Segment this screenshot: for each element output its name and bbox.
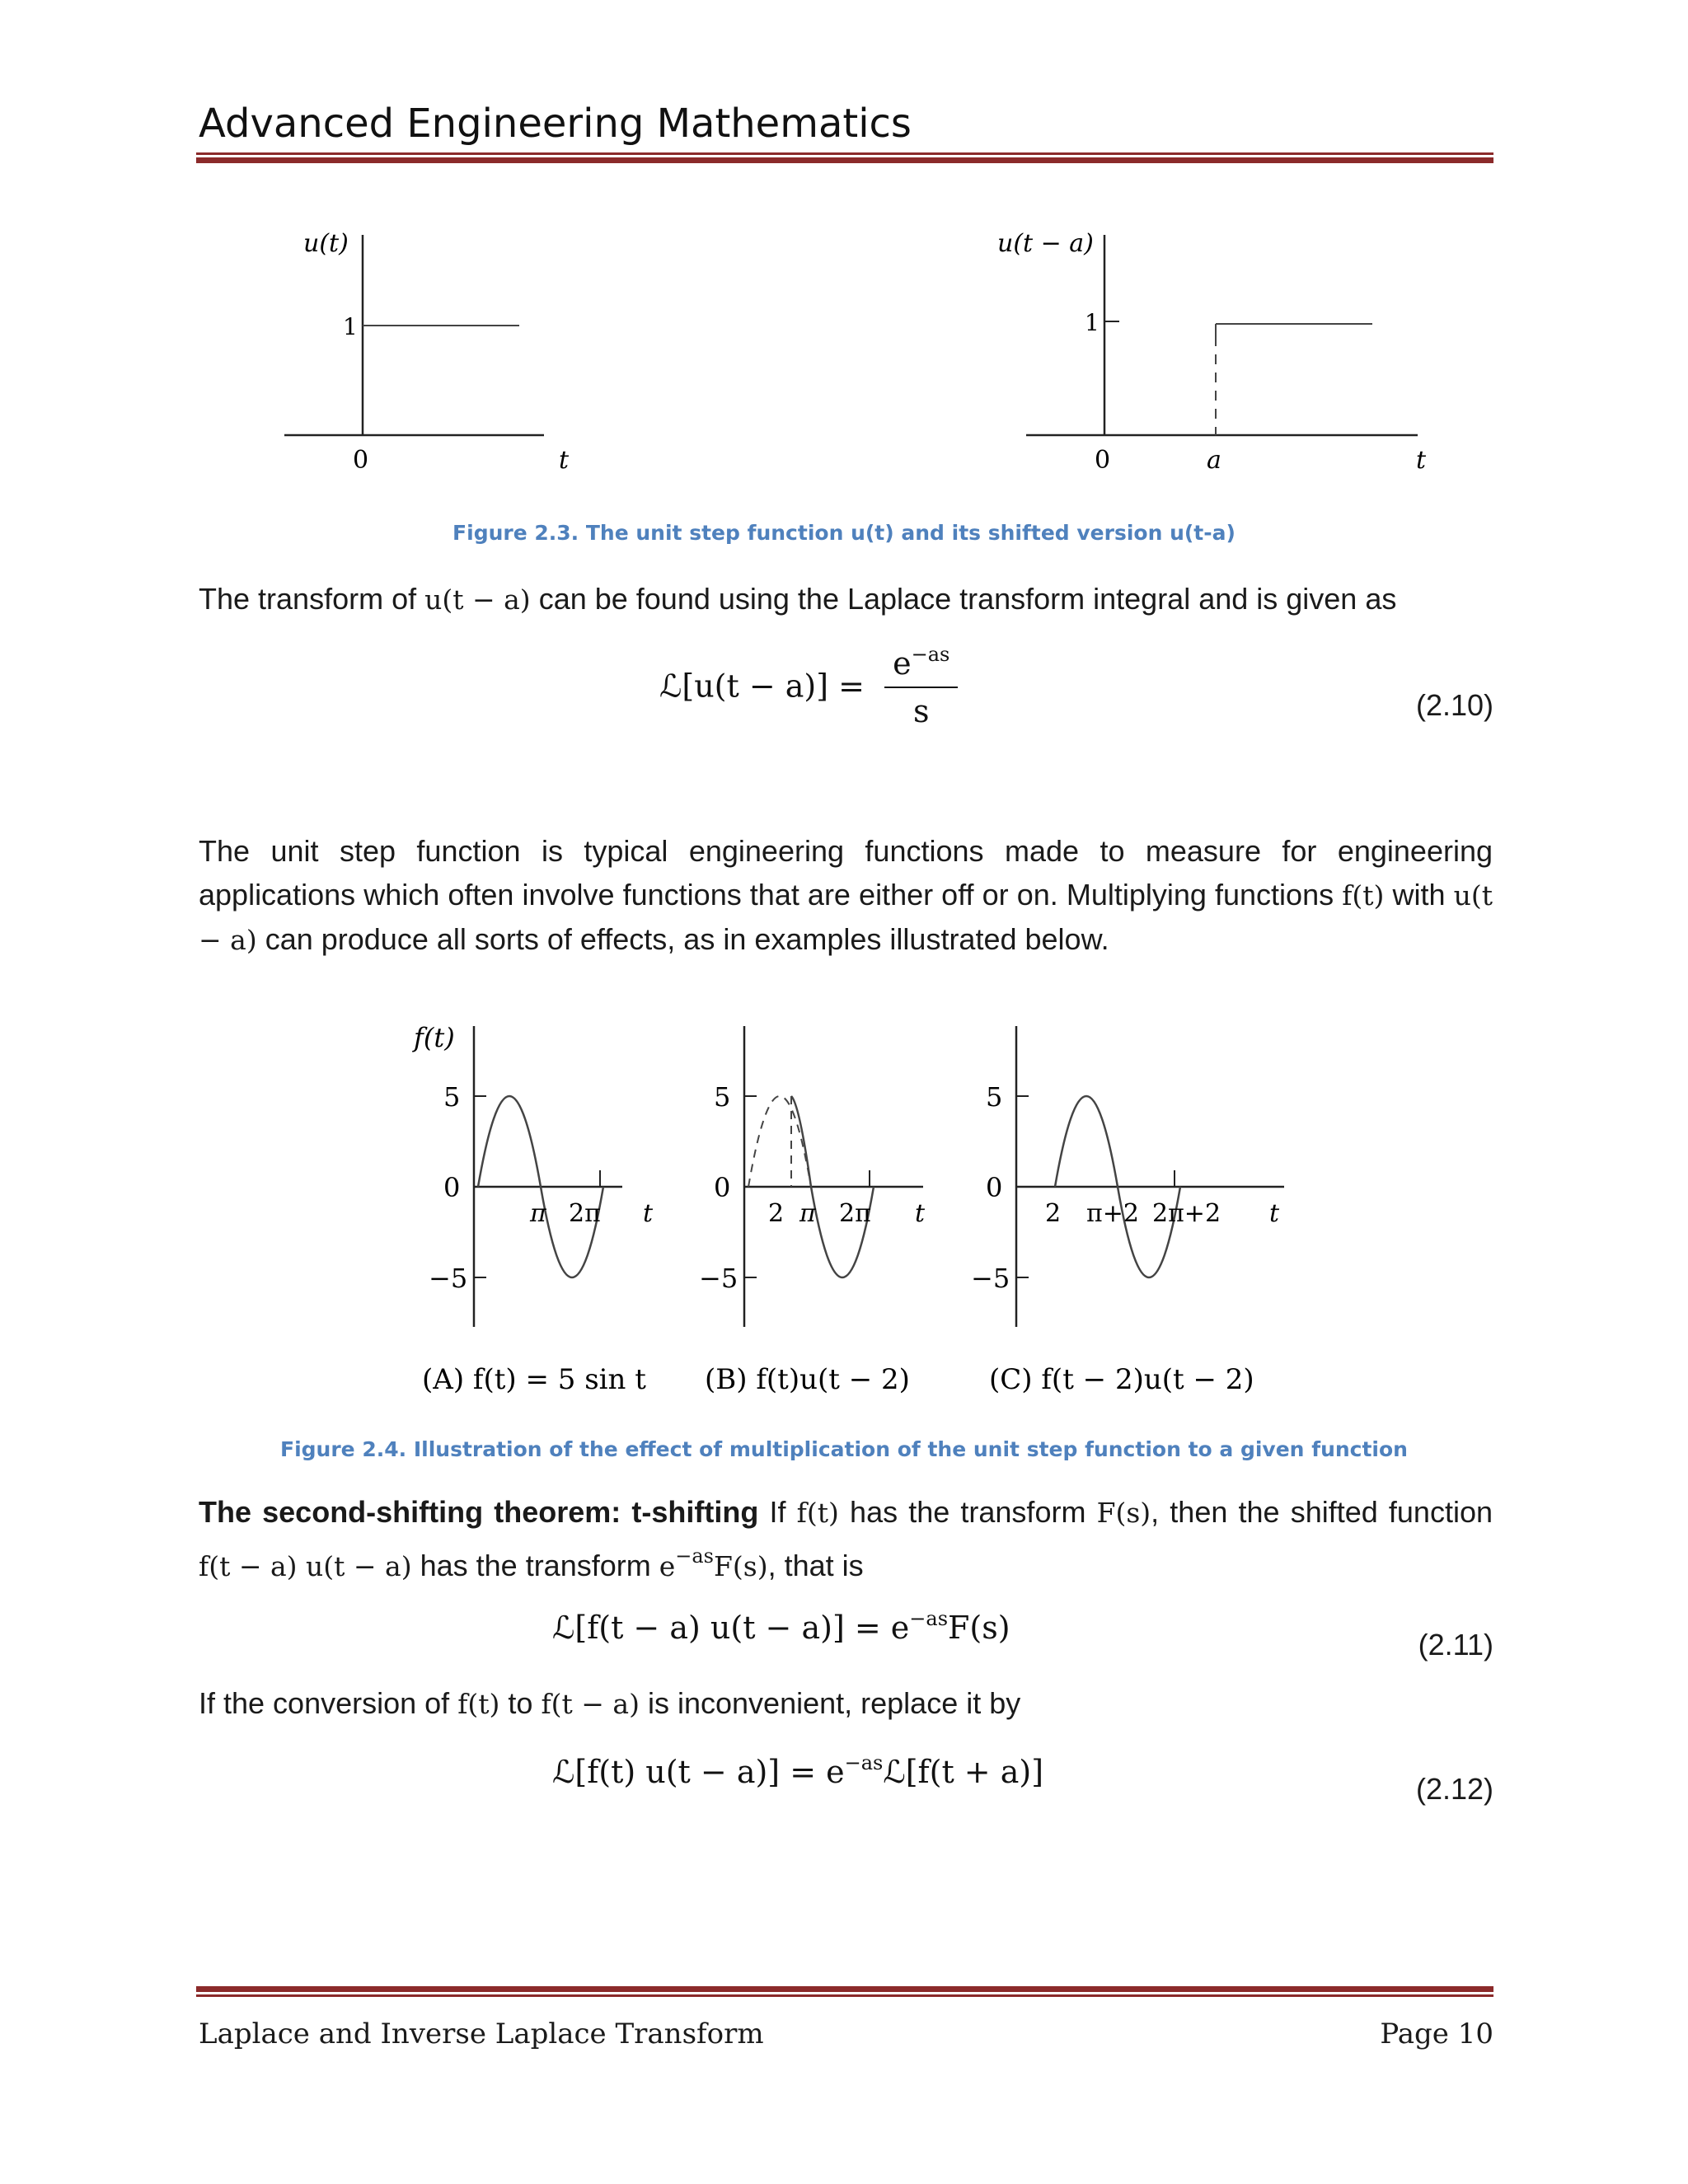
panel-a-ylabel: f(t): [414, 1022, 455, 1053]
panel-c-xtick-2: 2: [1045, 1199, 1062, 1228]
equation-2-11-number: (2.11): [1418, 1628, 1493, 1661]
panel-c-shifted-sine: [971, 1026, 1284, 1396]
shifted-step-xlabel: t: [1416, 446, 1427, 475]
th-math-3: f(t − a) u(t − a): [199, 1550, 412, 1582]
panel-a-label: (A) f(t) = 5 sin t: [422, 1363, 646, 1396]
figure-2-4-caption: Figure 2.4. Illustration of the effect of multiplication of the unit step function to a given function: [280, 1437, 1408, 1461]
p1-text-1: The transform of: [199, 582, 425, 616]
shifted-step-ytick: 1: [1085, 309, 1100, 336]
header-rule-bottom: [196, 157, 1493, 163]
panel-b-truncated-sine: [699, 1026, 926, 1396]
p2-text-3: can produce all sorts of effects, as in examples illustrated below.: [256, 922, 1109, 956]
p1-math: u(t − a): [424, 583, 531, 616]
panel-b-xlabel: t: [915, 1199, 926, 1228]
p3-math-1: f(t): [457, 1688, 500, 1720]
unit-step-ytick: 1: [343, 313, 358, 340]
eq-2-12-lhs: ℒ[f(t) u(t − a)] = e: [552, 1754, 845, 1790]
p2-text-1: The unit step function is typical engineering functions made to measure for engineering applications which often involve functions that are either off or on. Multiplying functions: [199, 834, 1493, 912]
paragraph-unit-step-description: [199, 829, 1493, 962]
th-math-2: F(s): [1096, 1497, 1151, 1529]
figure-2-3-caption: Figure 2.3. The unit step function u(t) and its shifted version u(t-a): [452, 521, 1236, 545]
shifted-step-origin: 0: [1095, 446, 1111, 475]
panel-b-ytick-0: 0: [714, 1172, 731, 1203]
eq-2-11-rhs: F(s): [948, 1610, 1010, 1646]
th-text-1: If: [758, 1495, 797, 1529]
panel-c-ytick-neg5: −5: [971, 1263, 1010, 1294]
th-text-2: has the transform: [838, 1495, 1097, 1529]
panel-b-ytick-neg5: −5: [699, 1263, 738, 1294]
p2-math-1: f(t): [1342, 879, 1385, 912]
p2-text-2: with: [1384, 878, 1454, 912]
th-math-1: f(t): [796, 1497, 839, 1529]
panel-b-xtick-2pi: 2π: [839, 1199, 871, 1228]
th-math-4-exp: −as: [675, 1544, 714, 1568]
th-math-4-rest: F(s): [714, 1550, 768, 1582]
eq-2-10-lhs: ℒ[u(t − a)] =: [659, 668, 865, 705]
th-text-4: has the transform: [411, 1549, 659, 1582]
panel-b-xtick-2: 2: [768, 1199, 785, 1228]
theorem-title: The second-shifting theorem: t-shifting: [199, 1495, 759, 1529]
panel-a-ytick-neg5: −5: [429, 1263, 468, 1294]
paragraph-second-shifting-theorem: [199, 1490, 1493, 1588]
unit-step-ylabel: u(t): [303, 229, 349, 258]
panel-c-label: (C) f(t − 2)u(t − 2): [989, 1363, 1254, 1396]
eq-2-12-exp: −as: [844, 1751, 884, 1774]
figure-2-4: [0, 1005, 1688, 1418]
p3-text-1: If the conversion of: [199, 1686, 458, 1720]
shifted-step-a-mark: a: [1207, 446, 1221, 475]
panel-a-xtick-pi: π: [530, 1199, 546, 1228]
eq-2-11-lhs: ℒ[f(t − a) u(t − a)] = e: [552, 1610, 910, 1646]
panel-a-sine: [412, 1022, 654, 1396]
page-header-title: Advanced Engineering Mathematics: [199, 101, 912, 147]
unit-step-xlabel: t: [559, 446, 570, 475]
equation-2-10: [659, 643, 958, 729]
panel-a-xlabel: t: [643, 1199, 654, 1228]
eq-2-10-fraction: [884, 643, 958, 729]
paragraph-conversion-note: [199, 1681, 1493, 1726]
th-text-3: , then the shifted function: [1151, 1495, 1493, 1529]
panel-a-ytick-0: 0: [443, 1172, 461, 1203]
panel-c-xtick-2pi-plus-2: 2π+2: [1152, 1199, 1221, 1228]
shifted-unit-step-plot: [997, 229, 1427, 475]
panel-b-xtick-pi: π: [799, 1199, 816, 1228]
equation-2-10-number: (2.10): [1415, 688, 1493, 722]
p3-text-2: to: [499, 1686, 542, 1720]
th-text-5: , that is: [767, 1549, 864, 1582]
eq-2-10-num-exp: −as: [911, 643, 950, 666]
eq-2-10-den: s: [912, 693, 930, 729]
panel-b-label: (B) f(t)u(t − 2): [705, 1363, 910, 1396]
equation-2-11: [552, 1607, 1010, 1646]
p1-text-2: can be found using the Laplace transform integral and is given as: [530, 582, 1397, 616]
panel-c-ytick-5: 5: [986, 1081, 1003, 1113]
eq-2-12-rhs: ℒ[f(t + a)]: [883, 1754, 1044, 1790]
th-math-4-base: e: [659, 1550, 676, 1582]
footer-chapter-title: Laplace and Inverse Laplace Transform: [199, 2018, 764, 2050]
p3-math-2: f(t − a): [541, 1688, 640, 1720]
panel-c-ytick-0: 0: [986, 1172, 1003, 1203]
unit-step-origin: 0: [353, 446, 369, 475]
panel-c-xtick-pi-plus-2: π+2: [1086, 1199, 1139, 1228]
footer-rule-top: [196, 1986, 1493, 1992]
eq-2-11-exp: −as: [909, 1607, 949, 1630]
panel-c-xlabel: t: [1269, 1199, 1280, 1228]
equation-2-12: [552, 1751, 1043, 1790]
footer-page-number: Page 10: [1380, 2018, 1493, 2050]
p2-math-2: u(t − a): [199, 879, 1493, 956]
header-rule-top: [196, 152, 1493, 155]
shifted-step-ylabel: u(t − a): [997, 229, 1094, 258]
eq-2-10-num-base: e: [893, 645, 912, 682]
panel-a-ytick-5: 5: [443, 1081, 461, 1113]
panel-a-xtick-2pi: 2π: [569, 1199, 601, 1228]
equation-2-12-number: (2.12): [1415, 1772, 1493, 1806]
paragraph-transform-intro: [199, 577, 1493, 621]
unit-step-plot: [284, 229, 570, 475]
panel-b-ytick-5: 5: [714, 1081, 731, 1113]
footer-rule-bottom: [196, 1994, 1493, 1997]
p3-text-3: is inconvenient, replace it by: [639, 1686, 1021, 1720]
figure-2-3: [0, 214, 1688, 494]
